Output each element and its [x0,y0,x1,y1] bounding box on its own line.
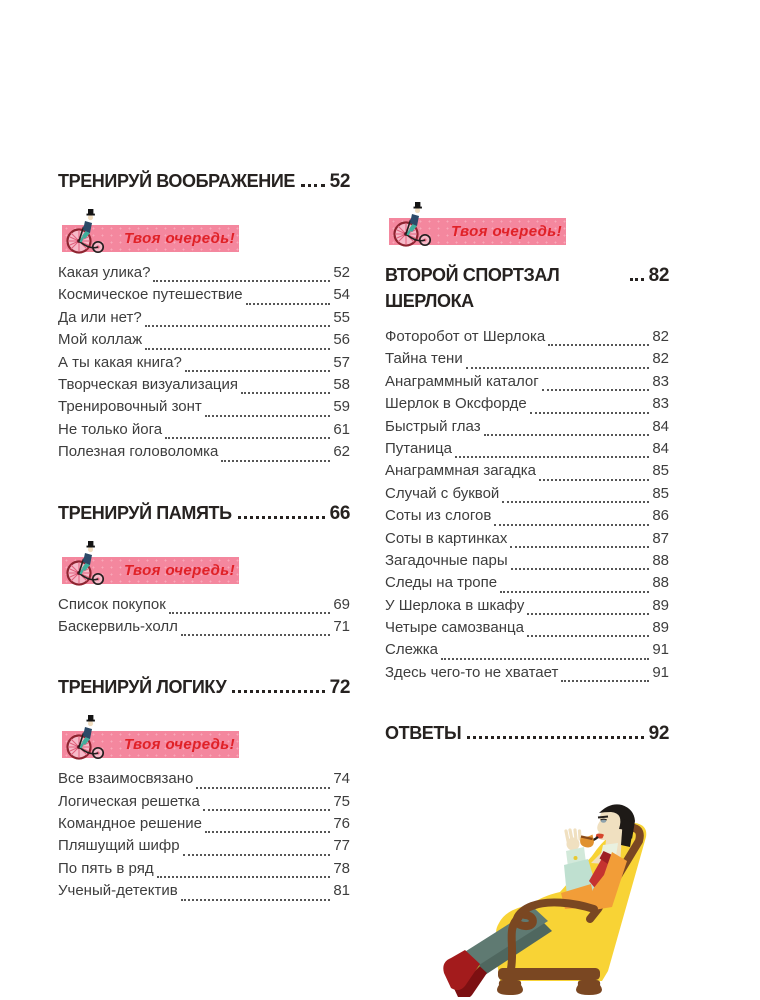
toc-entry-page: 83 [652,395,669,413]
toc-entry [58,398,350,420]
toc-entry [58,421,350,443]
section-title: ТРЕНИРУЙ ЛОГИКУ [58,677,227,698]
dot-leader [221,460,330,462]
section-heading [385,262,669,314]
dot-leader [157,876,331,878]
dot-leader [232,690,324,693]
toc-entry-title: Какая улика? [58,264,151,281]
toc-entry [58,815,350,837]
toc-entry-title: Тайна тени [385,350,463,368]
toc-entry-title: Все взаимосвязано [58,770,194,788]
toc-entry-page: 77 [333,837,350,855]
dot-leader [561,680,649,682]
section-page-number: 92 [648,723,669,745]
toc-entry-page: 82 [652,350,669,368]
toc-entry-page: 81 [333,882,350,900]
your-turn-label: Твоя очередь! [124,736,236,754]
toc-entry-title: Творческая визуализация [58,375,239,393]
toc-entry-title: Фоторобот от Шерлока [385,328,546,345]
toc-entry-page: 82 [652,328,669,345]
toc-entry-title: Мой коллаж [58,331,143,349]
toc-entry [385,350,669,372]
dot-leader [241,392,330,394]
dot-leader [145,325,331,327]
dot-leader [183,854,331,856]
toc-entry-page: 83 [652,372,669,390]
toc-entry [58,882,350,904]
your-turn-label: Твоя очередь! [451,223,563,240]
toc-entry-title: Командное решение [58,815,202,833]
dot-leader [205,415,331,417]
section-heading [58,674,350,701]
dot-leader [196,787,330,789]
toc-entry [58,596,350,618]
your-turn-label: Твоя очередь! [124,561,236,579]
toc-entry [58,860,350,882]
toc-entry [385,664,669,686]
section-page-number: 52 [329,171,350,192]
dot-leader [548,344,649,346]
dot-leader [630,278,644,281]
your-turn-banner [62,225,239,252]
toc-entry [385,418,669,440]
toc-entry-title: Соты из слогов [385,507,492,525]
toc-entry-title: Не только йога [58,420,163,438]
toc-entry-page: 89 [652,596,669,614]
toc-entry-title: Анаграммный каталог [385,372,539,390]
toc-entry-title: Пляшущий шифр [58,837,180,855]
toc-entry-page: 58 [333,375,350,393]
toc-entry-title: Следы на тропе [385,574,498,592]
toc-entry [385,552,669,574]
toc-entry [385,641,669,663]
toc-entry [385,395,669,417]
dot-leader [145,348,330,350]
dot-leader [238,516,325,519]
toc-entry-title: Баскервиль-холл [58,617,178,635]
section-page-number: 66 [329,502,350,524]
toc-entry-page: 69 [333,595,350,613]
toc-entry-title: Случай с буквой [385,484,500,502]
dot-leader [301,184,325,187]
dot-leader [185,370,331,372]
toc-entry-title: Да или нет? [58,308,142,326]
dot-leader [153,280,330,282]
dot-leader [527,635,649,637]
left-column [58,168,350,905]
toc-entry [385,619,669,641]
toc-list [58,596,350,641]
toc-entry-title: Слежка [385,641,439,659]
penny-farthing-icon [66,714,106,760]
penny-farthing-icon [66,540,106,586]
toc-entry [58,618,350,640]
toc-entry-title: Тренировочный зонт [58,398,202,416]
dot-leader [527,613,649,615]
toc-entry-title: У Шерлока в шкафу [385,596,525,614]
section-title: ОТВЕТЫ [385,723,462,744]
toc-entry [385,485,669,507]
toc-entry [58,286,350,308]
toc-entry [58,264,350,286]
dot-leader [510,546,649,548]
your-turn-banner [62,557,239,584]
toc-entry-title: Загадочные пары [385,551,508,569]
toc-entry-title: Соты в картинках [385,529,508,547]
toc-entry [385,597,669,619]
toc-entry-page: 91 [652,663,669,681]
toc-entry [385,574,669,596]
toc-entry-page: 54 [333,286,350,304]
toc-entry [58,309,350,331]
dot-leader [203,809,330,811]
sherlock-armchair-illustration [442,801,648,997]
toc-entry-page: 76 [333,815,350,833]
dot-leader [467,736,643,739]
toc-entry-page: 55 [333,308,350,326]
dot-leader [169,612,331,614]
toc-entry-page: 52 [333,264,350,281]
section-title: ТРЕНИРУЙ ВООБРАЖЕНИЕ [58,171,295,191]
dot-leader [511,568,650,570]
toc-entry-page: 85 [652,484,669,502]
section-page-number: 82 [648,265,669,286]
toc-entry-page: 87 [652,529,669,547]
dot-leader [542,389,650,391]
dot-leader [181,899,331,901]
toc-entry-page: 78 [333,859,350,877]
toc-entry-title: Ученый-детектив [58,882,178,900]
section-heading [58,500,350,527]
toc-entry-page: 62 [333,443,350,461]
dot-leader [539,479,649,481]
right-column [385,188,669,1000]
toc-entry-page: 84 [652,439,669,457]
toc-entry-page: 59 [333,398,350,416]
toc-entry [58,376,350,398]
dot-leader [246,303,331,305]
dot-leader [530,412,650,414]
dot-leader [466,367,650,369]
toc-entry [58,354,350,376]
toc-entry-page: 91 [652,641,669,659]
penny-farthing-icon [66,208,106,254]
toc-entry [58,793,350,815]
toc-entry-page: 85 [652,462,669,480]
toc-entry-page: 74 [333,770,350,788]
section-title: ТРЕНИРУЙ ПАМЯТЬ [58,502,232,523]
toc-entry-page: 75 [333,792,350,810]
your-turn-banner [62,731,239,758]
toc-entry-title: Путаница [385,439,452,457]
dot-leader [500,591,649,593]
toc-entry [385,328,669,350]
dot-leader [181,634,330,636]
toc-entry-page: 88 [652,574,669,592]
toc-entry [385,507,669,529]
toc-entry-title: Полезная головоломка [58,443,219,461]
toc-entry [385,440,669,462]
toc-list [58,770,350,904]
toc-entry-page: 57 [333,353,350,371]
toc-entry-title: Список покупок [58,595,166,613]
toc-entry [58,770,350,792]
dot-leader [441,658,649,660]
dot-leader [484,434,650,436]
toc-entry-title: Космическое путешествие [58,286,243,304]
toc-entry-title: Быстрый глаз [385,417,481,435]
toc-entry [58,331,350,353]
penny-farthing-icon [393,201,433,247]
toc-list [385,328,669,686]
section-heading [58,168,350,195]
toc-entry-title: Четыре самозванца [385,619,524,637]
toc-entry [58,837,350,859]
dot-leader [455,456,649,458]
your-turn-banner [389,218,566,245]
toc-entry [58,443,350,465]
toc-entry-page: 61 [333,420,350,438]
toc-entry-title: По пять в ряд [58,859,154,877]
toc-entry [385,462,669,484]
your-turn-label: Твоя очередь! [124,230,236,247]
toc-list [58,264,350,466]
toc-entry [385,530,669,552]
toc-entry-title: А ты какая книга? [58,353,182,371]
dot-leader [165,437,330,439]
toc-entry-title: Шерлок в Оксфорде [385,395,527,413]
section-heading [385,720,669,747]
section-title: ВТОРОЙ СПОРТЗАЛ ШЕРЛОКА [385,265,560,311]
toc-entry-title: Анаграммная загадка [385,462,537,480]
toc-entry-page: 71 [333,617,350,635]
toc-entry-title: Здесь чего-то не хватает [385,663,559,681]
toc-entry-page: 84 [652,417,669,435]
toc-entry [385,373,669,395]
dot-leader [205,831,330,833]
dot-leader [502,501,649,503]
toc-entry-page: 86 [652,507,669,525]
dot-leader [494,524,649,526]
toc-entry-page: 88 [652,551,669,569]
toc-entry-page: 89 [652,619,669,637]
toc-entry-page: 56 [333,331,350,349]
section-page-number: 72 [329,677,350,699]
toc-entry-title: Логическая решетка [58,792,200,810]
